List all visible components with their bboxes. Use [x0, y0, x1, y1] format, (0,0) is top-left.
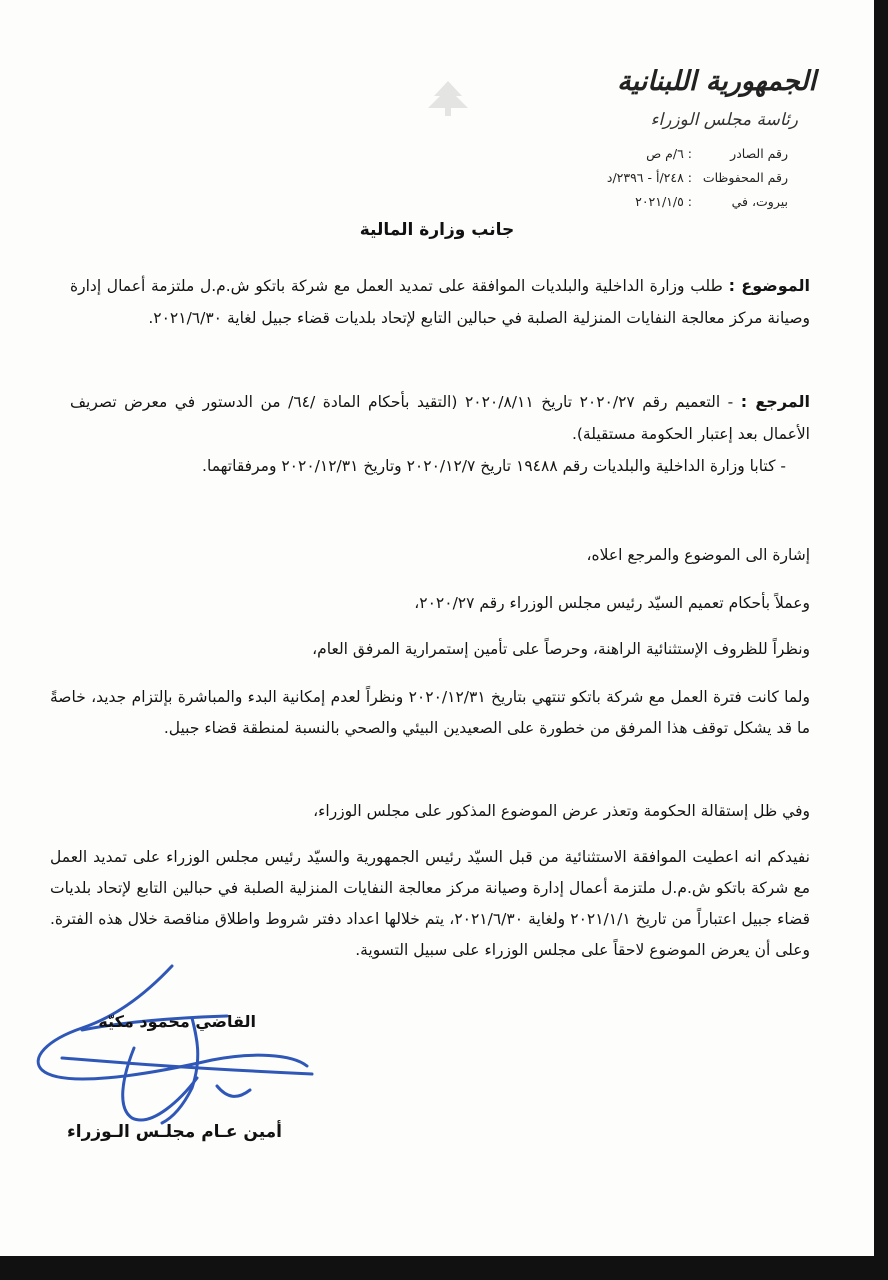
addressee: جانب وزارة المالية — [359, 220, 515, 240]
reference-item-1: - التعميم رقم ٢٠٢٠/٢٧ تاريخ ٢٠٢٠/٨/١١ (التقيد بأحكام المادة /٦٤/ من الدستور في معرض تصريف الأعمال بعد إعتبار الحكومة مستقيلة). — [70, 393, 810, 443]
paragraph-4: ولما كانت فترة العمل مع شركة باتكو تنتهي بتاريخ ٢٠٢٠/١٢/٣١ ونظراً لعدم إمكانية البدء والمباشرة بإلتزام جديد، خاصةً ما قد يشكل توقف هذا المرفق من خطورة على الصعيدين البيئي والصحي بالنسبة لمنطقة قضاء جبيل. — [50, 688, 810, 737]
reference-item-2: - كتابا وزارة الداخلية والبلديات رقم ١٩٤٨٨ تاريخ ٢٠٢٠/١٢/٧ وتاريخ ٢٠٢٠/١٢/٣١ ومرفقاتهما. — [202, 457, 786, 475]
issue-number-value: : ٦/م ص — [646, 146, 693, 161]
paragraph-2: وعملاً بأحكام تعميم السيّد رئيس مجلس الوزراء رقم ٢٠٢٠/٢٧، — [414, 594, 810, 612]
presidency-subtitle: رئاسة مجلس الوزراء — [650, 110, 798, 130]
paragraph-3: ونظراً للظروف الإستثنائية الراهنة، وحرصاً على تأمين إستمرارية المرفق العام، — [312, 640, 810, 658]
signatory-name: القاضي محمود مكيّه — [98, 1012, 256, 1031]
date-value: : ٢٠٢١/١/٥ — [635, 194, 693, 209]
handwritten-signature — [22, 958, 322, 1128]
paragraph-1: إشارة الى الموضوع والمرجع اعلاه، — [586, 546, 810, 564]
republic-title: الجمهورية اللبنانية — [617, 66, 816, 97]
archive-number-label: رقم المحفوظات — [702, 170, 788, 185]
subject-label: الموضوع : — [728, 276, 810, 295]
issue-number-row — [646, 148, 788, 161]
cedar-emblem-icon — [418, 78, 478, 118]
issue-number-label: رقم الصادر — [730, 146, 788, 161]
archive-number-row — [607, 172, 788, 185]
subject-section — [70, 270, 810, 334]
paragraph-5: وفي ظل إستقالة الحكومة وتعذر عرض الموضوع المذكور على مجلس الوزراء، — [313, 802, 810, 820]
date-row — [635, 196, 788, 209]
subject-text: طلب وزارة الداخلية والبلديات الموافقة على تمديد العمل مع شركة باتكو ش.م.ل ملتزمة أعمال إدارة وصيانة مركز معالجة النفايات المنزلية الصلبة في حبالين التابع لإتحاد بلديات قضاء جبيل لغاية ٢٠٢١/٦/٣٠. — [70, 277, 810, 327]
paragraph-6: نفيدكم انه اعطيت الموافقة الاستثنائية من قبل السيّد رئيس الجمهورية والسيّد رئيس مجلس الوزراء على تمديد العمل مع شركة باتكو ش.م.ل ملتزمة أعمال إدارة وصيانة مركز معالجة النفايات المنزلية الصلبة في حبالين التابع لإتحاد بلديات قضاء جبيل اعتباراً من تاريخ ٢٠٢١/١/١ ولغاية ٢٠٢١/٦/٣٠، يتم خلالها اعداد دفتر شروط واطلاق مناقصة خلال هذه الفترة. وعلى أن يعرض الموضوع لاحقاً على مجلس الوزراء على سبيل التسوية. — [50, 848, 810, 959]
signatory-title: أمين عـام مجلـس الـوزراء — [67, 1122, 282, 1142]
archive-number-value: : ٢٤٨/أ - ٢٣٩٦/د — [606, 170, 693, 185]
reference-section — [70, 386, 810, 450]
date-label: بيروت، في — [731, 194, 788, 209]
reference-label: المرجع : — [740, 392, 810, 411]
